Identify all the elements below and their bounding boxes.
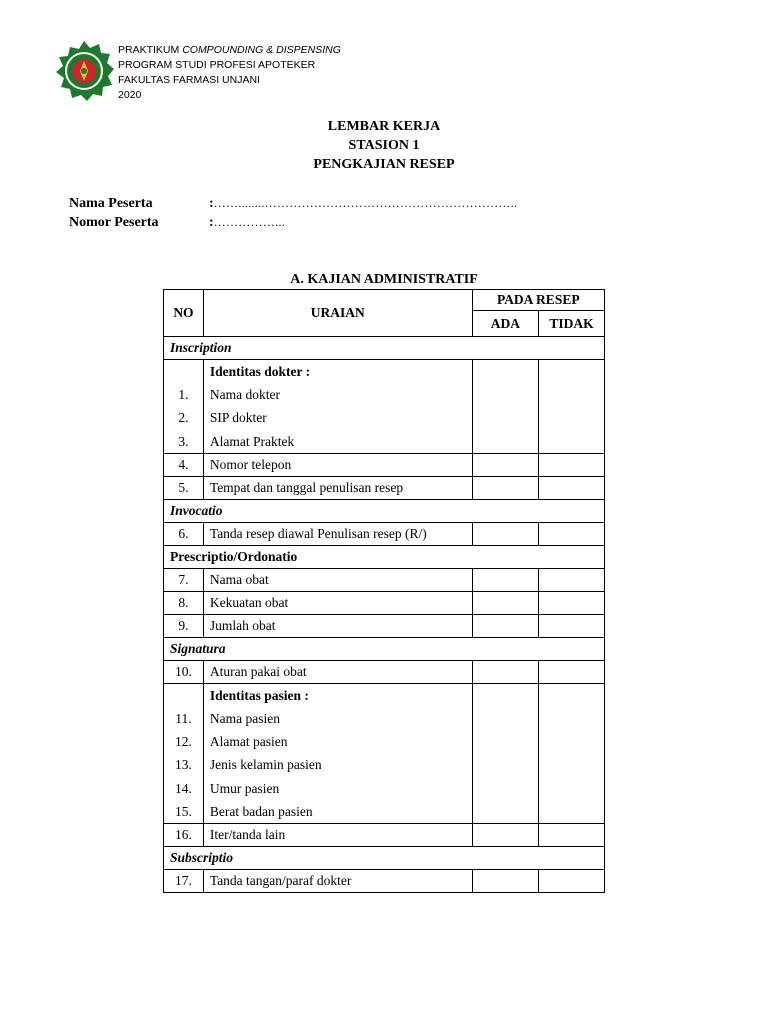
university-seal-icon [53,40,115,102]
ada-checkbox-cell[interactable] [472,869,539,892]
item-text: Berat badan pasien [209,803,313,819]
item-number: 14. [175,780,192,796]
category-row-prescriptio [164,545,605,568]
document-title [0,117,768,174]
table-row [164,614,605,637]
section-title: A. KAJIAN ADMINISTRATIF [290,272,478,287]
item-text: Nomor telepon [203,453,472,476]
item-text: Tanda tangan/paraf dokter [203,869,472,892]
item-number: 7. [164,568,204,591]
item-number: 3. [178,433,189,449]
item-number: 5. [164,476,204,499]
item-text: Nama dokter [209,387,280,403]
category-label: Subscriptio [164,846,605,869]
header-faculty-line: FAKULTAS FARMASI UNJANI [118,74,260,86]
item-number: 9. [164,614,204,637]
item-number: 4. [164,453,204,476]
participant-name-label: Nama Peserta [69,196,153,211]
tidak-checkbox-cell[interactable] [539,869,605,892]
item-number: 12. [175,734,192,750]
category-label: Signatura [164,637,605,660]
ada-checkbox-cell[interactable] [472,683,539,823]
ada-checkbox-cell[interactable] [472,591,539,614]
participant-name-colon: : [209,196,214,211]
participant-number-field[interactable]: ……………... [213,215,286,229]
item-number: 10. [164,660,204,683]
item-text: Jumlah obat [203,614,472,637]
item-text: Tanda resep diawal Penulisan resep (R/) [203,522,472,545]
title-line-1: LEMBAR KERJA [327,119,441,134]
item-text: Jenis kelamin pasien [209,757,322,773]
table-row [164,522,605,545]
administrative-review-table [163,289,605,893]
group-items [203,360,472,454]
ada-checkbox-cell[interactable] [472,453,539,476]
item-text: Nama obat [203,568,472,591]
document-header [118,43,341,103]
header-tidak: TIDAK [539,311,605,337]
table-row [164,591,605,614]
participant-name-field[interactable]: ……........…………………………………………………….. [213,196,518,210]
tidak-checkbox-cell[interactable] [539,476,605,499]
ada-checkbox-cell[interactable] [472,823,539,846]
item-number: 6. [164,522,204,545]
item-number: 2. [178,410,189,426]
item-text: Kekuatan obat [203,591,472,614]
tidak-checkbox-cell[interactable] [539,683,605,823]
item-number: 13. [175,757,192,773]
category-label: Prescriptio/Ordonatio [164,545,605,568]
tidak-checkbox-cell[interactable] [539,614,605,637]
participant-number-colon: : [209,215,214,230]
title-line-2: STASION 1 [348,138,420,153]
item-number: 11. [175,710,192,726]
item-number: 15. [175,803,192,819]
ada-checkbox-cell[interactable] [472,476,539,499]
header-uraian: URAIAN [203,290,472,337]
table-row [164,823,605,846]
table-row [164,453,605,476]
participant-name-row [69,194,517,213]
ada-checkbox-cell[interactable] [472,614,539,637]
ada-checkbox-cell[interactable] [472,660,539,683]
item-number: 1. [178,387,189,403]
header-program-line: PROGRAM STUDI PROFESI APOTEKER [118,59,316,71]
ada-checkbox-cell[interactable] [472,522,539,545]
header-year-line: 2020 [118,89,142,101]
category-row-subscriptio [164,846,605,869]
table-row [164,869,605,892]
ada-checkbox-cell[interactable] [472,360,539,454]
group-row-dokter [164,360,605,454]
header-no: NO [164,290,204,337]
category-row-invocatio [164,499,605,522]
item-text: Alamat Praktek [209,433,295,449]
item-text: SIP dokter [209,410,267,426]
header-course-line: PRAKTIKUM COMPOUNDING & DISPENSING [118,44,341,56]
ada-checkbox-cell[interactable] [472,568,539,591]
group-heading: Identitas pasien : [209,687,309,703]
tidak-checkbox-cell[interactable] [539,453,605,476]
category-row-inscription [164,337,605,360]
tidak-checkbox-cell[interactable] [539,522,605,545]
group-numbers [164,360,204,454]
tidak-checkbox-cell[interactable] [539,591,605,614]
group-numbers [164,683,204,823]
header-ada: ADA [472,311,539,337]
tidak-checkbox-cell[interactable] [539,568,605,591]
table-row [164,660,605,683]
item-text: Nama pasien [209,710,280,726]
table-header-row [164,290,605,311]
title-line-3: PENGKAJIAN RESEP [313,157,455,172]
group-row-pasien [164,683,605,823]
participant-fields [69,194,517,232]
item-text: Tempat dan tanggal penulisan resep [203,476,472,499]
item-number: 17. [164,869,204,892]
item-number: 16. [164,823,204,846]
group-items [203,683,472,823]
participant-number-label: Nomor Peserta [69,215,159,230]
item-text: Alamat pasien [209,734,288,750]
item-text: Umur pasien [209,780,280,796]
table-row [164,476,605,499]
tidak-checkbox-cell[interactable] [539,360,605,454]
participant-number-row [69,213,517,232]
tidak-checkbox-cell[interactable] [539,823,605,846]
category-row-signatura [164,637,605,660]
table-row [164,568,605,591]
header-pada-resep: PADA RESEP [472,290,604,311]
tidak-checkbox-cell[interactable] [539,660,605,683]
item-text: Aturan pakai obat [203,660,472,683]
item-number: 8. [164,591,204,614]
category-label: Invocatio [164,499,605,522]
item-text: Iter/tanda lain [203,823,472,846]
category-label: Inscription [164,337,605,360]
group-heading: Identitas dokter : [209,364,311,379]
